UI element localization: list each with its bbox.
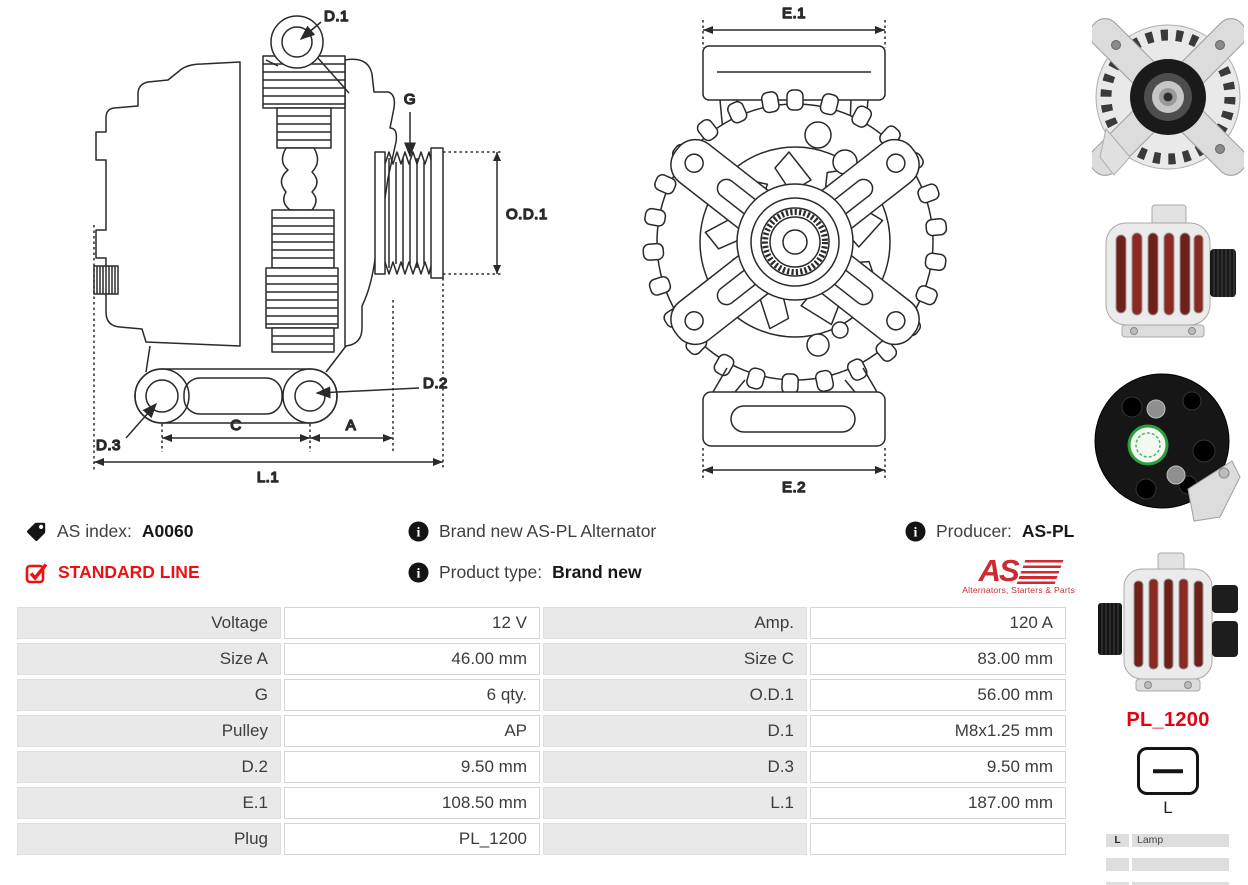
spec-label: E.1 xyxy=(17,787,281,819)
product-photo-front-view[interactable] xyxy=(1092,5,1244,191)
product-photo-rear-view[interactable] xyxy=(1092,357,1244,537)
spec-label: Plug xyxy=(17,823,281,855)
as-pl-logo-text: AS xyxy=(978,553,1018,588)
pin-row xyxy=(1106,858,1238,871)
spec-label: D.2 xyxy=(17,751,281,783)
dim-label-d2: D.2 xyxy=(423,375,448,392)
spec-value: PL_1200 xyxy=(284,823,540,855)
spec-row xyxy=(17,643,1066,675)
spec-table xyxy=(14,603,1069,859)
spec-label xyxy=(543,823,807,855)
as-index xyxy=(25,521,408,543)
spec-row xyxy=(17,823,1066,855)
producer-logo-wrap xyxy=(905,550,1075,595)
right-rail xyxy=(1088,0,1248,885)
svg-text:i: i xyxy=(416,566,421,582)
spec-value: 187.00 mm xyxy=(810,787,1066,819)
info-icon xyxy=(905,521,926,542)
as-pl-logo xyxy=(962,553,1075,595)
dim-label-a: A xyxy=(345,417,357,434)
spec-label: Voltage xyxy=(17,607,281,639)
info-row-1 xyxy=(25,511,1075,552)
spec-row xyxy=(17,607,1066,639)
spec-label: Amp. xyxy=(543,607,807,639)
spec-label: D.1 xyxy=(543,715,807,747)
spec-value: 120 A xyxy=(810,607,1066,639)
as-pl-logo-stripes xyxy=(1016,560,1063,584)
spec-row xyxy=(17,751,1066,783)
pin-code: L xyxy=(1106,834,1129,847)
info-icon xyxy=(408,521,429,542)
spec-value: 9.50 mm xyxy=(284,751,540,783)
dim-label-l1: L.1 xyxy=(256,469,280,486)
pin-row xyxy=(1106,834,1238,847)
spec-value: 83.00 mm xyxy=(810,643,1066,675)
producer xyxy=(905,521,1075,542)
dim-label-d1: D.1 xyxy=(324,8,349,25)
dim-label-od1: O.D.1 xyxy=(506,206,548,223)
brand-new-text: Brand new AS-PL Alternator xyxy=(439,521,657,541)
spec-label: G xyxy=(17,679,281,711)
plug-pin-slot xyxy=(1153,769,1183,773)
as-index-label: AS index: xyxy=(57,521,132,541)
spec-value: M8x1.25 mm xyxy=(810,715,1066,747)
dim-label-e1: E.1 xyxy=(781,5,807,22)
spec-value: 6 qty. xyxy=(284,679,540,711)
product-info xyxy=(25,511,1075,593)
spec-label: D.3 xyxy=(543,751,807,783)
producer-value: AS-PL xyxy=(1021,521,1075,541)
plug-connector-icon xyxy=(1137,747,1199,795)
brand-new-note xyxy=(408,521,905,542)
product-type xyxy=(408,562,905,583)
spec-label: Size A xyxy=(17,643,281,675)
spec-value: AP xyxy=(284,715,540,747)
pin-description: Lamp xyxy=(1132,834,1229,847)
technical-drawing-front-view xyxy=(625,0,1075,500)
plug-name: PL_1200 xyxy=(1126,709,1210,731)
spec-row xyxy=(17,787,1066,819)
as-index-value: A0060 xyxy=(141,521,194,541)
tag-icon xyxy=(25,521,47,543)
spec-value: 108.50 mm xyxy=(284,787,540,819)
dim-label-e2: E.2 xyxy=(781,479,807,496)
product-type-value: Brand new xyxy=(552,562,642,582)
plug-pin-table xyxy=(1106,834,1238,885)
standard-line-label: STANDARD LINE xyxy=(58,562,200,582)
standard-line-badge xyxy=(25,561,408,584)
spec-label: Pulley xyxy=(17,715,281,747)
as-pl-logo-tagline: Alternators, Starters & Parts xyxy=(962,585,1075,595)
dim-label-c: C xyxy=(230,417,242,434)
plug-terminal-label: L xyxy=(1163,798,1173,817)
svg-text:i: i xyxy=(913,525,918,541)
spec-label: Size C xyxy=(543,643,807,675)
product-photo-side-view-pulley-right[interactable] xyxy=(1092,197,1244,349)
spec-value: 56.00 mm xyxy=(810,679,1066,711)
spec-row xyxy=(17,679,1066,711)
spec-label: O.D.1 xyxy=(543,679,807,711)
spec-value: 12 V xyxy=(284,607,540,639)
dim-label-d3: D.3 xyxy=(96,437,121,454)
spec-label: L.1 xyxy=(543,787,807,819)
pin-code xyxy=(1106,858,1129,871)
checkbox-checked-icon xyxy=(25,561,48,584)
spec-value: 46.00 mm xyxy=(284,643,540,675)
product-type-label: Product type: xyxy=(439,562,543,582)
spec-value xyxy=(810,823,1066,855)
product-photo-side-view-pulley-left[interactable] xyxy=(1092,547,1244,699)
pin-description xyxy=(1132,858,1229,871)
svg-text:i: i xyxy=(416,525,421,541)
technical-drawing-side-view xyxy=(50,0,560,500)
info-icon xyxy=(408,562,429,583)
spec-row xyxy=(17,715,1066,747)
producer-label: Producer: xyxy=(936,521,1012,541)
dim-label-g: G xyxy=(403,91,417,108)
spec-value: 9.50 mm xyxy=(810,751,1066,783)
info-row-2 xyxy=(25,552,1075,593)
